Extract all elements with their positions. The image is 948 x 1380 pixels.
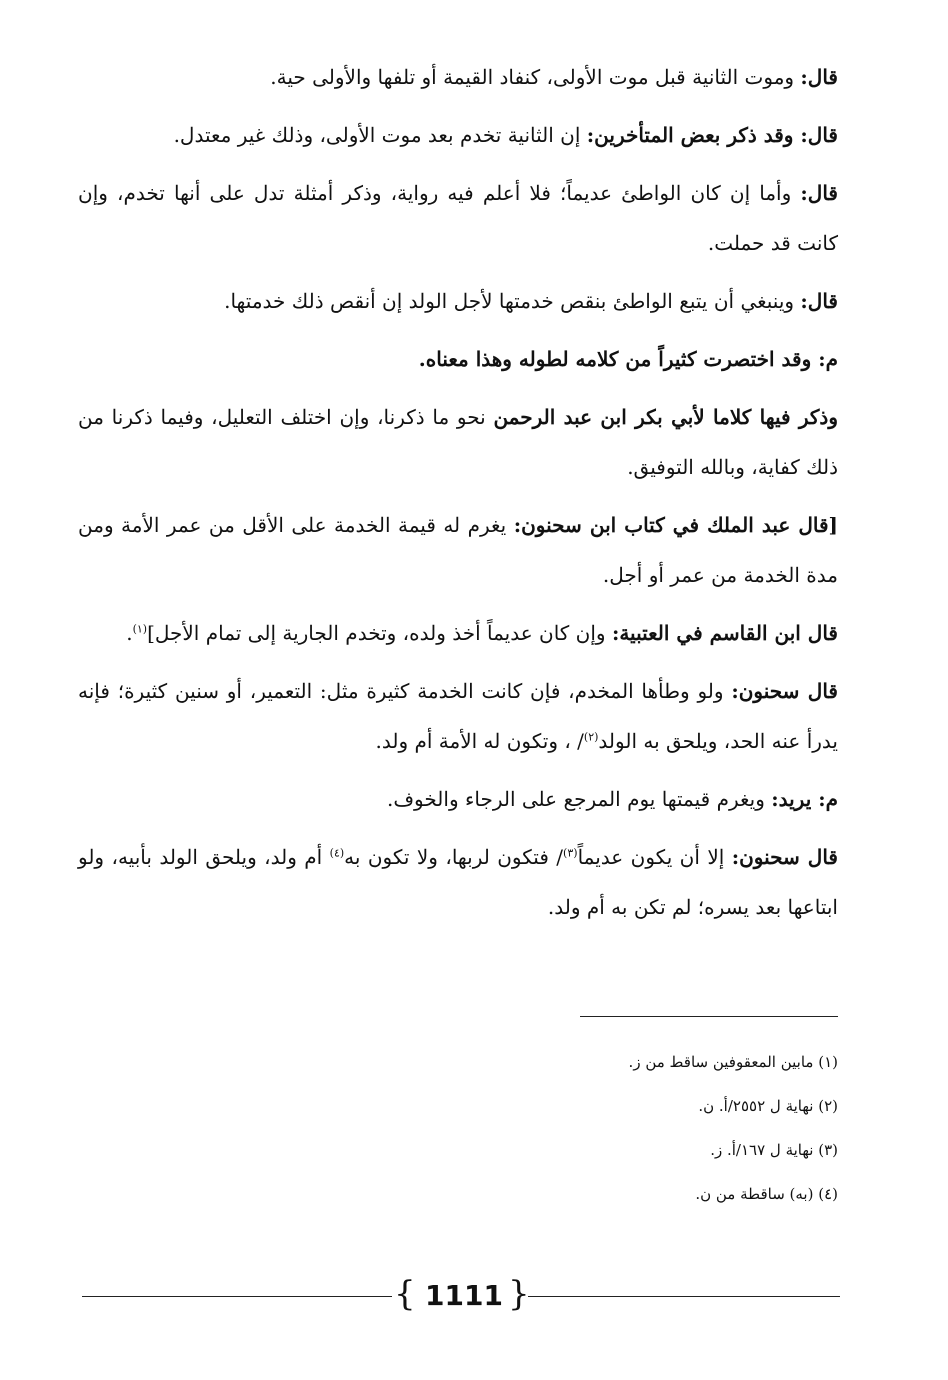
paragraph-text: وموت الثانية قبل موت الأولى، كنفاد القيمة أو تلفها والأولى حية.	[270, 65, 801, 89]
paragraph-text: يغرم له قيمة الخدمة على الأقل من عمر الأمة ومن مدة الخدمة من عمر أو أجل.	[78, 513, 838, 587]
footnote: (٢) نهاية ل ٢٥٥٢/أ. ن.	[698, 1097, 838, 1115]
paragraph-text: ولو وطأها المخدم، فإن كانت الخدمة كثيرة مثل: التعمير، أو سنين كثيرة؛ فإنه يدرأ عنه الحد، ويلحق به الولد	[78, 679, 838, 753]
footnote-separator	[580, 1016, 838, 1017]
paragraph-text: .	[126, 621, 133, 645]
paragraph-text: وأما إن كان الواطئ عديماً؛ فلا أعلم فيه رواية، وذكر أمثلة تدل على أنها تخدم، وإن كانت قد حملت.	[78, 181, 838, 255]
paragraph-lead: قال:	[800, 289, 838, 313]
paragraph-lead: قال سحنون:	[731, 845, 838, 869]
paragraph-lead: قال: وقد ذكر بعض المتأخرين:	[586, 123, 838, 147]
paragraph	[78, 52, 838, 102]
body-text	[78, 52, 838, 940]
paragraph	[78, 276, 838, 326]
footnote: (٣) نهاية ل ١٦٧/أ. ز.	[710, 1141, 838, 1159]
paragraph-lead: وذكر فيها كلاما لأبي بكر ابن عبد الرحمن	[493, 405, 838, 429]
brace-left-ornament: {	[394, 1274, 416, 1314]
footnote-marker: (٢)	[583, 730, 599, 744]
paragraph-text: أم ولد، ويلحق الولد بأبيه، ولو ابتاعها بعد يسره؛ لم تكن به أم ولد.	[78, 845, 838, 919]
page-number: 1111	[425, 1279, 503, 1312]
paragraph-text: / فتكون لربها، ولا تكون به	[344, 845, 564, 869]
paragraph-lead: قال سحنون:	[731, 679, 838, 703]
paragraph-lead: م: يريد:	[771, 787, 838, 811]
paragraph	[78, 500, 838, 600]
footnote: (٤) (به) ساقطة من ن.	[695, 1185, 838, 1203]
paragraph-lead: قال:	[800, 65, 838, 89]
paragraph-lead: م: وقد اختصرت كثيراً من كلامه لطوله وهذا معناه.	[418, 347, 838, 371]
footnote-marker: (٣)	[563, 846, 578, 860]
footer-rule-left	[82, 1296, 392, 1297]
paragraph	[78, 608, 838, 658]
footer-rule-right	[528, 1296, 840, 1297]
paragraph	[78, 110, 838, 160]
paragraph-text: ويغرم قيمتها يوم المرجع على الرجاء والخوف.	[386, 787, 772, 811]
footnote-marker: (١)	[132, 622, 148, 636]
paragraph	[78, 392, 838, 492]
paragraph	[78, 666, 838, 766]
paragraph-text: وإن كان عديماً أخذ ولده، وتخدم الجارية إلى تمام الأجل]	[147, 621, 612, 645]
paragraph-text: وينبغي أن يتبع الواطئ بنقص خدمتها لأجل الولد إن أنقص ذلك خدمتها.	[224, 289, 801, 313]
paragraph-text: نحو ما ذكرنا، وإن اختلف التعليل، وفيما ذكرنا من ذلك كفاية، وبالله التوفيق.	[78, 405, 838, 479]
paragraph-text: إلا أن يكون عديماً	[577, 845, 732, 869]
footnotes	[560, 1040, 838, 1216]
paragraph	[78, 774, 838, 824]
page-footer	[0, 1268, 948, 1328]
paragraph	[78, 832, 838, 932]
paragraph-text: / ، وتكون له الأمة أم ولد.	[375, 729, 584, 753]
paragraph-lead: [قال عبد الملك في كتاب ابن سحنون:	[513, 513, 838, 537]
paragraph-lead: قال ابن القاسم في العتبية:	[611, 621, 838, 645]
footnote-marker: (٤)	[329, 846, 345, 860]
footnote: (١) مابين المعقوفين ساقط من ز.	[628, 1053, 838, 1071]
paragraph-lead: قال:	[800, 181, 838, 205]
paragraph	[78, 334, 838, 384]
paragraph-text: إن الثانية تخدم بعد موت الأولى، وذلك غير معتدل.	[173, 123, 587, 147]
paragraph	[78, 168, 838, 268]
brace-right-ornament: }	[508, 1274, 530, 1314]
